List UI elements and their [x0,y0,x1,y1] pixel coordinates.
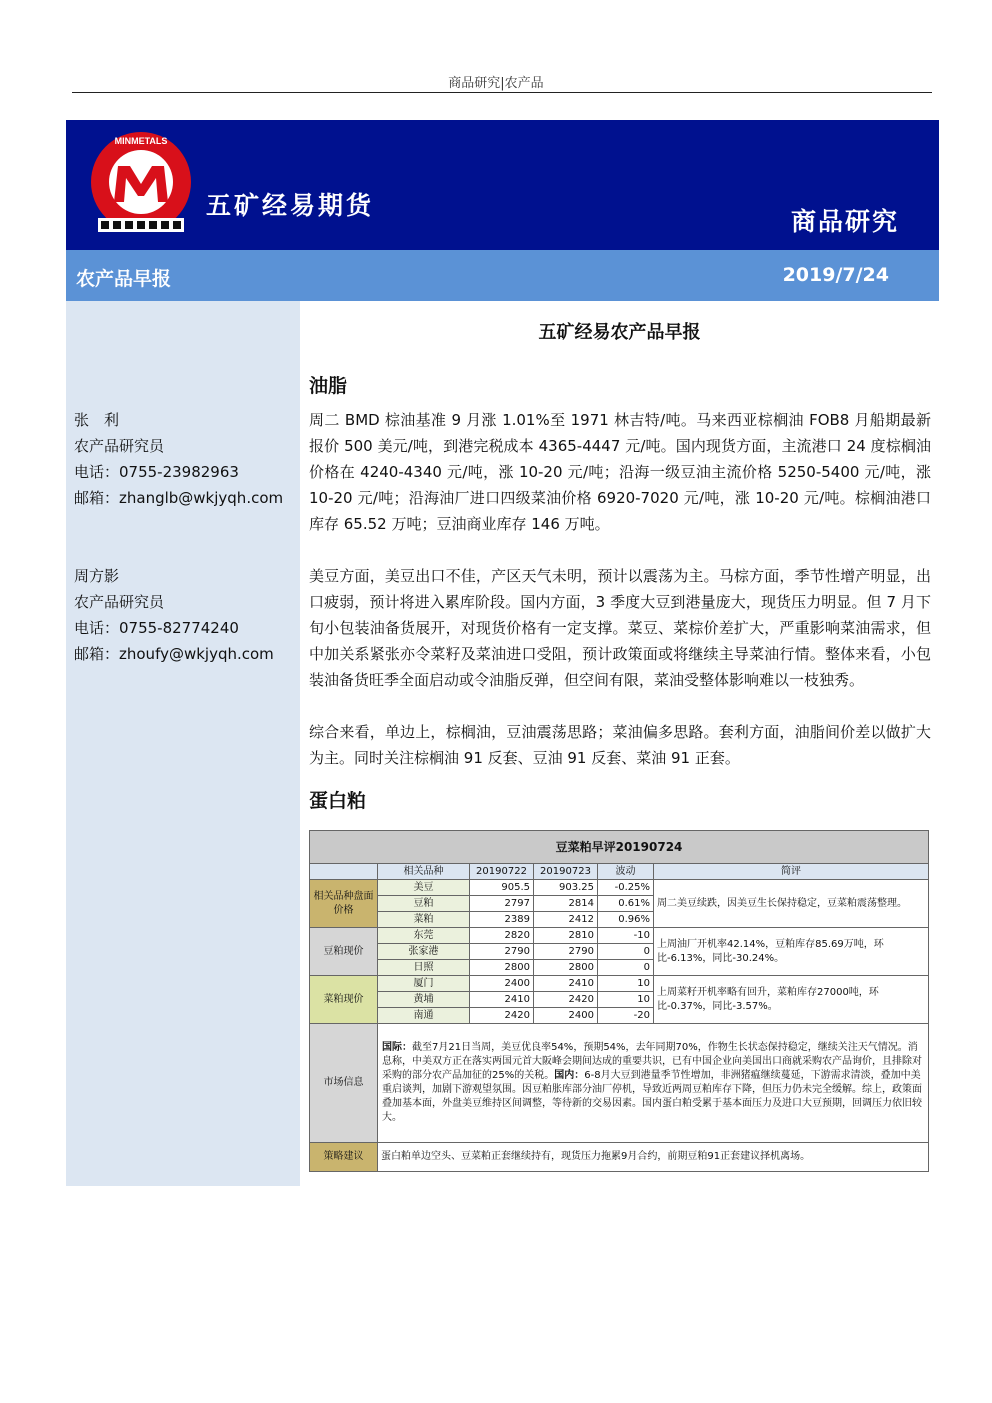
analyst-name: 张 利 [74,411,120,429]
intl-text: 截至7月21日当周，美豆优良率54%，预期54%，去年同期70%，作物生长状态保持稳定，继续关注天气情况。消息称，中美双方正在落实两国元首大阪峰会期间达成的重要共识，已有中国企业向美国出口商就采购农产品询价，且排除对采购的部分农产品加征的25%的关税。 [382,1042,922,1081]
table-cell: 2420 [534,992,598,1008]
meal-review-table [309,830,929,1172]
table-cell: 2810 [534,928,598,944]
header-rule [72,92,932,93]
company-name: 五矿经易期货 [206,191,375,220]
group-comment: 上周油厂开机率42.14%，豆粕库存85.69万吨，环比-6.13%，同比-30.24%。 [654,928,929,976]
table-cell: 黄埔 [378,992,470,1008]
table-cell: 豆粕 [378,896,470,912]
document-title: 五矿经易农产品早报 [538,322,701,343]
table-cell: 0.96% [598,912,654,928]
table-cell: 10 [598,976,654,992]
table-row [310,928,929,944]
section-heading-oils: 油脂 [309,375,348,397]
brand-banner [66,120,939,250]
table-cell: 2790 [534,944,598,960]
analyst-phone: 电话：0755-82774240 [74,619,239,637]
analyst-title: 农产品研究员 [74,437,165,455]
table-cell: 东莞 [378,928,470,944]
table-header: 波动 [598,864,654,880]
intl-label: 国际： [382,1042,412,1053]
table-cell: 2800 [534,960,598,976]
table-cell: -20 [598,1008,654,1024]
table-cell: 10 [598,992,654,1008]
market-info-text [378,1024,929,1143]
group-comment: 周二美豆续跌，因美豆生长保持稳定，豆菜粕震荡整理。 [654,880,929,928]
table-header: 相关品种 [378,864,470,880]
banner-category: 商品研究 [790,207,899,236]
group-label: 相关品种盘面价格 [310,880,378,928]
analyst-phone: 电话：0755-23982963 [74,463,239,481]
strategy-text: 蛋白粕单边空头、豆菜粕正套继续持有，现货压力拖累9月合约，前期豆粕91正套建议择机离场。 [378,1143,929,1172]
domestic-text: 6-8月大豆到港量季节性增加，非洲猪瘟继续蔓延，下游需求清淡，叠加中美重启谈判，加剧下游观望氛围。因豆粕胀库部分油厂停机，导致近两周豆粕库存下降，但压力仍未完全缓解。综上，政策面叠加基本面，外盘美豆维持区间调整，等待新的交易因素。国内蛋白粕受累于基本面压力及进口大豆预期，回调压力依旧较大。 [382,1070,922,1123]
logo-wordmark: MINMETALS [114,136,168,146]
market-info-label: 市场信息 [310,1024,378,1143]
group-comment: 上周菜籽开机率略有回升，菜粕库存27000吨，环比-0.37%，同比-3.57%。 [654,976,929,1024]
table-cell: 日照 [378,960,470,976]
table-cell: 2814 [534,896,598,912]
table-cell: 0 [598,960,654,976]
analyst-card [74,563,274,667]
report-subheader [66,250,939,301]
table-cell: -0.25% [598,880,654,896]
analyst-email[interactable]: 邮箱：zhoufy@wkjyqh.com [74,645,274,663]
table-cell: 2820 [470,928,534,944]
table-header-row [310,864,929,880]
table-cell: -10 [598,928,654,944]
table-title: 豆菜粕早评20190724 [310,831,929,864]
table-header: 简评 [654,864,929,880]
oils-paragraph: 综合来看，单边上，棕榈油，豆油震荡思路；菜油偏多思路。套利方面，油脂间价差以做扩大为主。同时关注棕榈油 91 反套、豆油 91 反套、菜油 91 正套。 [309,723,931,767]
analyst-sidebar [66,301,300,1186]
table-cell: 2420 [470,1008,534,1024]
table-cell: 南通 [378,1008,470,1024]
table-cell: 2400 [534,1008,598,1024]
analyst-email[interactable]: 邮箱：zhanglb@wkjyqh.com [74,489,284,507]
table-header: 20190722 [470,864,534,880]
table-cell: 菜粕 [378,912,470,928]
report-date: 2019/7/24 [782,264,889,286]
table-cell: 0 [598,944,654,960]
strategy-label: 策略建议 [310,1143,378,1172]
oils-paragraph: 美豆方面，美豆出口不佳，产区天气未明，预计以震荡为主。马棕方面，季节性增产明显，出口疲弱，预计将进入累库阶段。国内方面，3 季度大豆到港量庞大，现货压力明显。但 7 月下旬小包装油备货展开，对现货价格有一定支撑。菜豆、菜棕价差扩大，严重影响菜油需求，但中加关系紧张亦令菜籽及菜油进口受阻，预计政策面或将继续主导菜油行情。整体来看，小包装油备货旺季全面启动或令油脂反弹，但空间有限，菜油受整体影响难以一枝独秀。 [309,567,931,689]
analyst-title: 农产品研究员 [74,593,165,611]
oils-paragraph: 周二 BMD 棕油基准 9 月涨 1.01%至 1971 林吉特/吨。马来西亚棕榈油 FOB8 月船期最新报价 500 美元/吨，到港完税成本 4365-4447 元/吨。国内现货方面，主流港口 24 度棕榈油价格在 4240-4340 元/吨，涨 10-20 元/吨；沿海一级豆油主流价格 5250-5400 元/吨，涨 10-20 元/吨；沿海油厂进口四级菜油价格 6920-7020 元/吨，涨 10-20 元/吨。棕榈油港口库存 65.52 万吨；豆油商业库存 146 万吨。 [309,411,931,533]
section-heading-meal: 蛋白粕 [309,790,367,812]
table-cell: 2389 [470,912,534,928]
table-cell: 厦门 [378,976,470,992]
table-cell: 2797 [470,896,534,912]
analyst-card [74,407,283,511]
table-cell: 美豆 [378,880,470,896]
domestic-label: 国内： [554,1070,585,1081]
table-cell: 2790 [470,944,534,960]
table-cell: 2400 [470,976,534,992]
strategy-row [310,1143,929,1172]
table-header: 20190723 [534,864,598,880]
table-cell: 2410 [470,992,534,1008]
table-cell: 903.25 [534,880,598,896]
table-cell: 0.61% [598,896,654,912]
group-label: 豆粕现价 [310,928,378,976]
table-cell: 2800 [470,960,534,976]
table-cell: 905.5 [470,880,534,896]
table-cell: 2410 [534,976,598,992]
group-label: 菜粕现价 [310,976,378,1024]
table-cell: 2412 [534,912,598,928]
table-row [310,976,929,992]
report-type: 农产品早报 [76,268,172,290]
page-header-caption: 商品研究|农产品 [448,76,544,91]
market-info-row [310,1024,929,1143]
table-row [310,880,929,896]
company-logo [88,130,194,238]
analyst-name: 周方影 [74,567,120,585]
table-cell: 张家港 [378,944,470,960]
